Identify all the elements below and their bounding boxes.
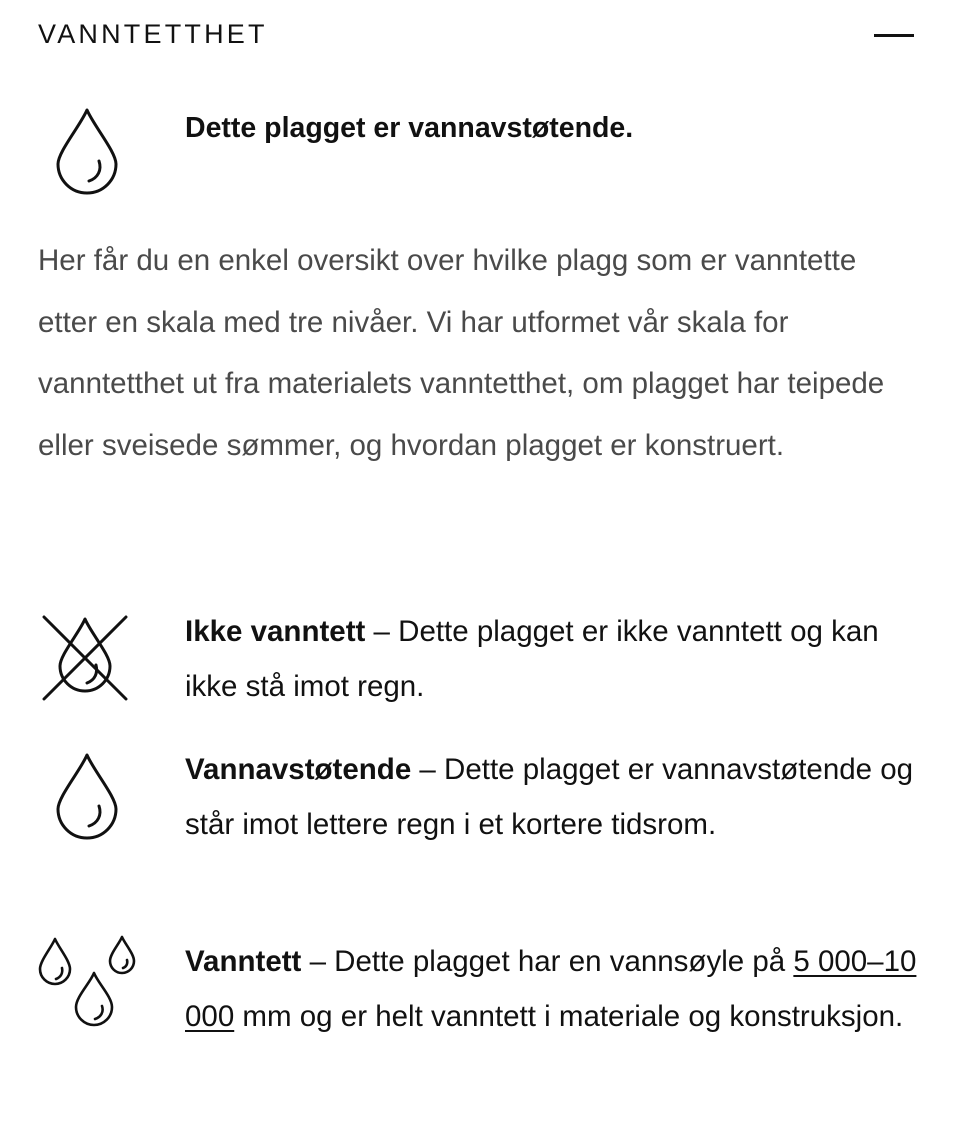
level-text xyxy=(185,605,922,714)
water-drop-icon xyxy=(54,106,120,196)
intro-paragraph: Her får du en enkel oversikt over hvilke plagg som er vanntette etter en skala med tre nivåer. Vi har utformet vår skala for vanntetthet ut fra materialets vanntetthet, om plagget har teipede eller sveisede sømmer, og hvordan plagget er konstruert. xyxy=(38,244,885,462)
level-name: Vanntett xyxy=(185,945,302,978)
level-name: Vannavstøtende xyxy=(185,753,412,786)
section-title: VANNTETTHET xyxy=(38,19,268,49)
level-description: – Dette plagget er ikke vanntett og kan ikke stå imot regn. xyxy=(185,615,879,703)
level-description: – Dette plagget har en vannsøyle på xyxy=(301,945,794,978)
water-column-link[interactable]: 5 000–10 000 xyxy=(185,945,917,1033)
level-text xyxy=(185,743,922,852)
three-drops-icon xyxy=(38,935,138,1039)
level-name: Ikke vanntett xyxy=(185,615,366,648)
hero-statement: Dette plagget er vannavstøtende. xyxy=(185,112,634,144)
level-text xyxy=(185,935,922,1044)
minus-icon xyxy=(874,34,914,37)
level-description: mm og er helt vanntett i materiale og konstruksjon. xyxy=(234,999,904,1033)
section-header[interactable] xyxy=(38,18,914,50)
collapse-button[interactable] xyxy=(874,28,914,44)
crossed-drop-icon xyxy=(40,613,130,703)
level-description: – Dette plagget er vannavstøtende og står imot lettere regn i et kortere tidsrom. xyxy=(185,753,914,841)
water-drop-icon xyxy=(54,751,120,841)
